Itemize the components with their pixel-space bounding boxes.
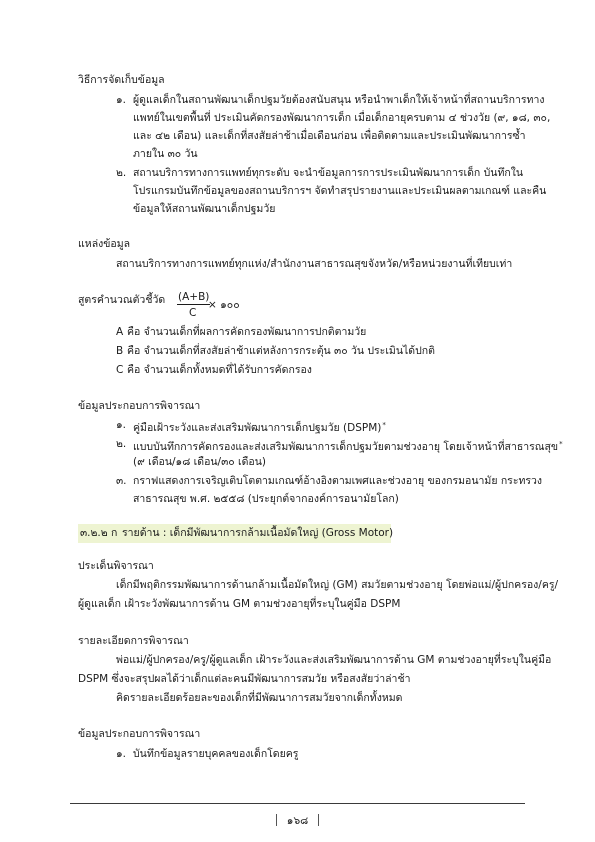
consideration-line: เด็กมีพฤติกรรมพัฒนาการด้านกล้ามเนื้อมัดใหญ่ (GM) สมวัยตามช่วงอายุ โดยพ่อแม่/ผู้ปกครอง/ครู/: [116, 579, 559, 591]
page-number: ๑๖๘: [286, 815, 309, 827]
footnote-mark: *: [559, 440, 563, 448]
definition-variable: B: [116, 345, 124, 357]
formula-numerator: (A+B): [178, 291, 210, 303]
subsection-banner: [78, 524, 394, 543]
supporting2-item-1-line: บันทึกข้อมูลรายบุคคลของเด็กโดยครู: [133, 748, 299, 760]
supporting-item-1-text: คู่มือเฝ้าระวังและส่งเสริมพัฒนาการเด็กปฐมวัย (DSPM): [133, 422, 382, 434]
consideration-line: ผู้ดูแลเด็ก เฝ้าระวังพัฒนาการด้าน GM ตามช่วงอายุที่ระบุในคู่มือ DSPM: [78, 598, 401, 610]
details-line: พ่อแม่/ผู้ปกครอง/ครู/ผู้ดูแลเด็ก เฝ้าระวังและส่งเสริมพัฒนาการด้าน GM ตามช่วงอายุที่ระบุในคู่มือ: [116, 654, 552, 666]
subsection-title: รายด้าน : เด็กมีพัฒนาการกล้ามเนื้อมัดใหญ่ (Gross Motor): [122, 527, 394, 539]
consideration-heading: ประเด็นพิจารณา: [78, 560, 154, 572]
formula-heading: สูตรคำนวณตัวชี้วัด: [78, 294, 166, 306]
collection-item-2-line: โปรแกรมบันทึกข้อมูลของสถานบริการฯ จัดทำสรุปรายงานและประเมินผลตามเกณฑ์ และคืน: [133, 185, 547, 197]
collection-item-2-number: ๒.: [116, 167, 127, 179]
details-line: คิดรายละเอียดร้อยละของเด็กที่มีพัฒนาการสมวัยจากเด็กทั้งหมด: [116, 692, 403, 704]
footer-rule: [70, 803, 525, 804]
collection-item-1-line: ภายใน ๓๐ วัน: [133, 148, 198, 160]
supporting-item-1-number: ๑.: [116, 419, 127, 431]
collection-item-1-number: ๑.: [116, 94, 127, 106]
supporting-item-2-line: (๙ เดือน/๑๘ เดือน/๓๐ เดือน): [133, 456, 266, 468]
definition-variable: A: [116, 326, 124, 338]
collection-item-2-line: สถานบริการทางการแพทย์ทุกระดับ จะนำข้อมูลการการประเมินพัฒนาการเด็ก บันทึกใน: [133, 167, 524, 179]
supporting-heading: ข้อมูลประกอบการพิจารณา: [78, 400, 201, 412]
source-text: สถานบริการทางการแพทย์ทุกแห่ง/สำนักงานสาธารณสุขจังหวัด/หรือหน่วยงานที่เทียบเท่า: [116, 258, 513, 270]
definition-text: คือ จำนวนเด็กที่สงสัยล่าช้าแต่หลังการกระตุ้น ๓๐ วัน ประเมินได้ปกติ: [127, 345, 435, 357]
supporting-item-3-number: ๓.: [116, 475, 127, 487]
supporting-item-3-line: สาธารณสุข พ.ศ. ๒๕๕๘ (ประยุกต์จากองค์การอนามัยโลก): [133, 493, 399, 505]
supporting-item-3-line: กราฟแสดงการเจริญเติบโตตามเกณฑ์อ้างอิงตามเพศและช่วงอายุ ของกรมอนามัย กระทรวง: [133, 475, 543, 487]
collection-item-2-line: ข้อมูลให้สถานพัฒนาเด็กปฐมวัย: [133, 203, 276, 215]
collection-item-1-line: แพทย์ในเขตพื้นที่ ประเมินคัดกรองพัฒนาการเด็ก เมื่อเด็กอายุครบตาม ๔ ช่วงวัย (๙, ๑๘, ๓๐,: [133, 112, 551, 124]
supporting2-heading: ข้อมูลประกอบการพิจารณา: [78, 728, 201, 740]
supporting-item-2-number: ๒.: [116, 438, 127, 450]
page-number-left-bar: [276, 814, 277, 826]
collection-item-1-line: และ ๔๒ เดือน) และเด็กที่สงสัยล่าช้าเมื่อเดือนก่อน เพื่อติดตามและประเมินพัฒนาการซ้ำ: [133, 130, 526, 142]
page-number-block: [0, 813, 595, 829]
source-heading: แหล่งข้อมูล: [78, 238, 131, 250]
page-number-right-bar: [318, 814, 319, 826]
definition-text: คือ จำนวนเด็กที่ผลการคัดกรองพัฒนาการปกติตามวัย: [127, 326, 367, 338]
formula-multiplier: × ๑๐๐: [208, 299, 240, 311]
supporting-item-2-text: แบบบันทึกการคัดกรองและส่งเสริมพัฒนาการเด็กปฐมวัยตามช่วงอายุ โดยเจ้าหน้าที่สาธารณสุข: [133, 441, 559, 453]
formula-denominator: C: [189, 307, 197, 319]
definition-variable: C: [116, 364, 124, 376]
supporting2-item-1-number: ๑.: [116, 748, 127, 760]
footnote-mark: *: [382, 421, 386, 429]
supporting-item-2-line: [133, 436, 563, 453]
definition-text: คือ จำนวนเด็กทั้งหมดที่ได้รับการคัดกรอง: [127, 364, 312, 376]
supporting-item-1-line: [133, 417, 547, 433]
details-line: DSPM ซึ่งจะสรุปผลได้ว่าเด็กแต่ละคนมีพัฒนาการสมวัย หรือสงสัยว่าล่าช้า: [78, 673, 411, 685]
collection-item-1-line: ผู้ดูแลเด็กในสถานพัฒนาเด็กปฐมวัยต้องสนับสนุน หรือนำพาเด็กให้เจ้าหน้าที่สถานบริการทาง: [133, 94, 545, 106]
details-heading: รายละเอียดการพิจารณา: [78, 635, 189, 647]
subsection-code: ๓.๒.๒ ก: [80, 527, 118, 539]
collection-heading: วิธีการจัดเก็บข้อมูล: [78, 74, 165, 86]
